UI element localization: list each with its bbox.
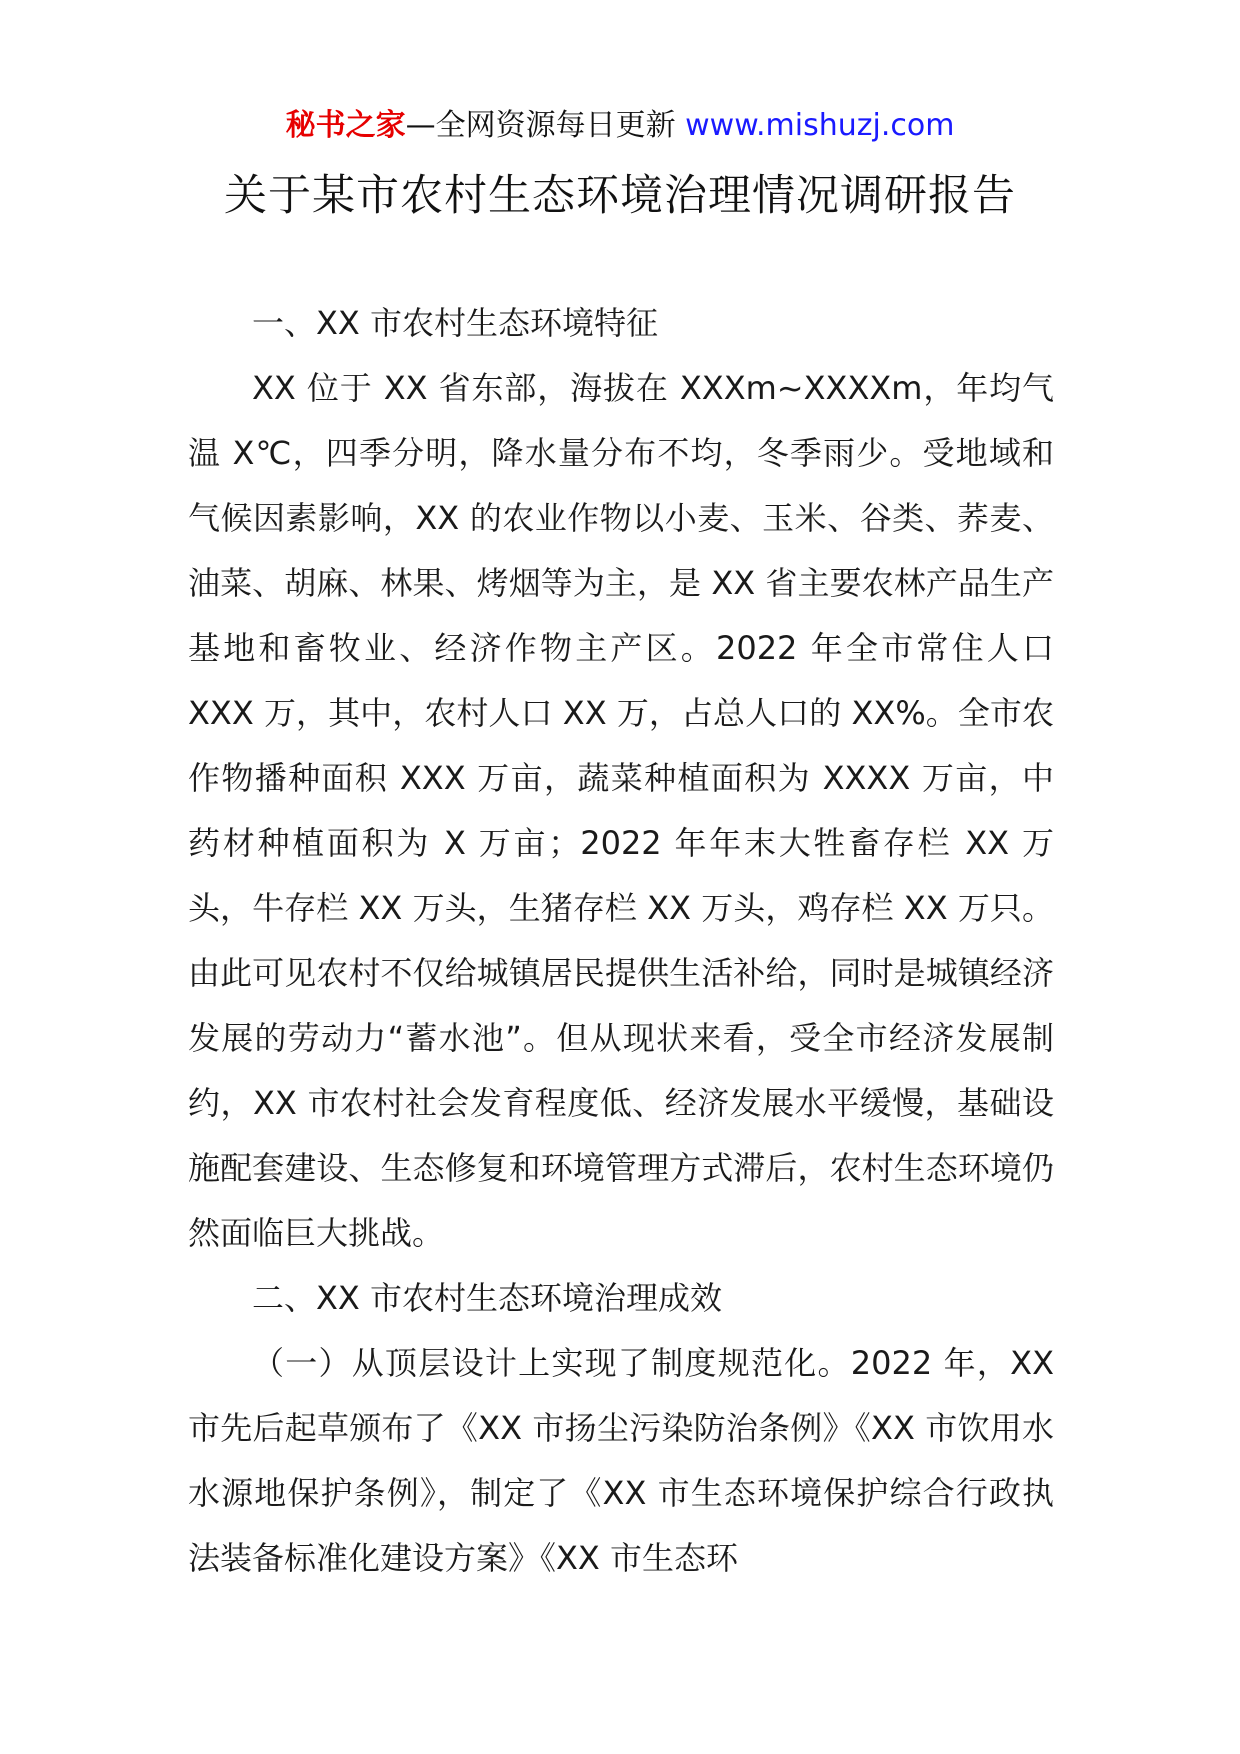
document-title: 关于某市农村生态环境治理情况调研报告: [224, 171, 1016, 221]
section-heading-2: 二、XX 市农村生态环境治理成效: [252, 1279, 723, 1317]
site-banner: [0, 104, 1240, 148]
document-body: [188, 291, 1054, 1591]
section-heading-1: 一、XX 市农村生态环境特征: [252, 304, 659, 342]
site-url-link[interactable]: www.mishuzj.com: [685, 108, 955, 143]
banner-tagline: —全网资源每日更新: [405, 108, 676, 143]
section-paragraph-1: XX 位于 XX 省东部，海拔在 XXXm~XXXXm，年均气温 X℃，四季分明，降水量分布不均，冬季雨少。受地域和气候因素影响，XX 的农业作物以小麦、玉米、谷类、荞麦、油菜、胡麻、林果、烤烟等为主，是 XX 省主要农林产品生产基地和畜牧业、经济作物主产区。2022 年全市常住人口 XXX 万，其中，农村人口 XX 万，占总人口的 XX%。全市农作物播种面积 XXX 万亩，蔬菜种植面积为 XXXX 万亩，中药材种植面积为 X 万亩；2022 年年末大牲畜存栏 XX 万头，牛存栏 XX 万头，生猪存栏 XX 万头，鸡存栏 XX 万只。由此可见农村不仅给城镇居民提供生活补给，同时是城镇经济发展的劳动力“蓄水池”。但从现状来看，受全市经济发展制约，XX 市农村社会发育程度低、经济发展水平缓慢，基础设施配套建设、生态修复和环境管理方式滞后，农村生态环境仍然面临巨大挑战。: [188, 369, 1054, 1252]
brand-name: 秘书之家: [285, 108, 406, 143]
section-paragraph-2: （一）从顶层设计上实现了制度规范化。2022 年，XX 市先后起草颁布了《XX 市扬尘污染防治条例》《XX 市饮用水水源地保护条例》，制定了《XX 市生态环境保护综合行政执法装备标准化建设方案》《XX 市生态环: [188, 1344, 1054, 1577]
